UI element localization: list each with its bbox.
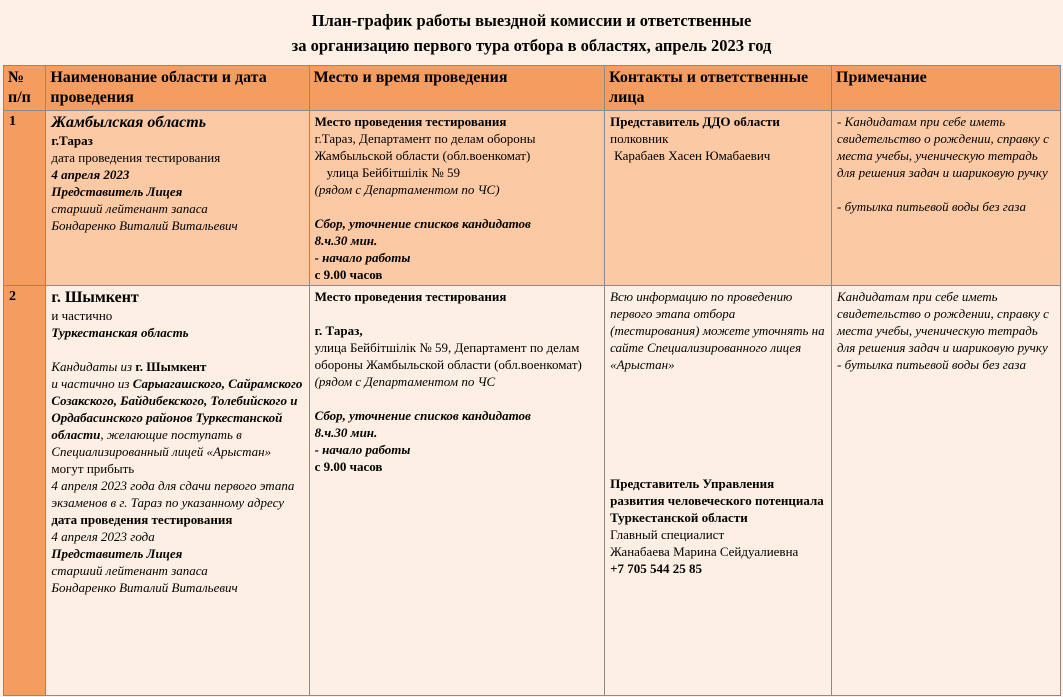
schedule-table [3, 65, 1061, 696]
rep-rank: старший лейтенант запаса [51, 201, 208, 216]
note-2: - бутылка питьевой воды без газа [837, 199, 1026, 214]
region-name: Жамбылская область [51, 114, 207, 131]
place-address: г.Тараз, Департамент по делам обороны Жамбыльской области (обл.военкомат) [314, 131, 536, 163]
title-line-2: за организацию первого тура отбора в областях, апрель 2023 год [291, 36, 772, 55]
test-date: 4 апреля 2023 [51, 167, 130, 182]
notes-cell [832, 286, 1061, 696]
place-label: Место проведения тестирования [314, 114, 507, 129]
test-date: 4 апреля 2023 года [51, 529, 155, 544]
candidates-text: Кандидаты из г. Шымкент и частично из Сарыагашского, Сайрамского Созакского, Байдибекского, Толебийского и Ордабасинского районов Туркестанской области, желающие поступать в Специализированный лицей «Арыстан» могут прибыть 4 апреля 2023 года для сдачи первого этапа экзаменов в г. Тараз по указанному адресу [51, 359, 303, 510]
row-number: 2 [4, 286, 46, 696]
document-title [0, 8, 1063, 58]
table-row [4, 286, 1061, 696]
date-label: дата проведения тестирования [51, 150, 221, 165]
header-place: Место и время проведения [309, 66, 605, 111]
contact-label: Представитель ДДО области [610, 114, 780, 129]
place-street: улица Бейбітшілік № 59 [326, 165, 460, 180]
place-cell [309, 111, 605, 286]
contact-name: Жанабаева Марина Сейдуалиевна [610, 544, 799, 559]
rep-label: Представитель Лицея [51, 184, 183, 199]
gather-label: Сбор, уточнение списков кандидатов [314, 216, 531, 231]
table-header-row [4, 66, 1061, 111]
place-note: (рядом с Департаментом по ЧС) [314, 182, 500, 197]
place-cell [309, 286, 605, 696]
region-2: Туркестанская область [51, 325, 189, 340]
header-notes: Примечание [832, 66, 1061, 111]
contact-info: Всю информацию по проведению первого этапа отбора (тестирования) можете уточнять на сайте Специализированного лицея «Арыстан» [610, 289, 825, 372]
place-city: г. Тараз, [314, 323, 363, 338]
place-note: (рядом с Департаментом по ЧС [314, 374, 496, 389]
note-1: Кандидатам при себе иметь свидетельство о рождении, справку с места учебы, ученическую тетрадь для решения задач и шариковую ручку [837, 289, 1049, 355]
row-number: 1 [4, 111, 46, 286]
contact-rank: полковник [610, 131, 669, 146]
city: г.Тараз [51, 133, 93, 148]
notes-cell [832, 111, 1061, 286]
start-label: - начало работы [314, 442, 411, 457]
note-1: - Кандидатам при себе иметь свидетельство о рождении, справку с места учебы, ученическую тетрадь для решения задач и шариковую ручку [837, 114, 1049, 180]
date-label: дата проведения тестирования [51, 512, 233, 527]
note-2: - бутылка питьевой воды без газа [837, 357, 1026, 372]
header-num: № п/п [4, 66, 46, 111]
contact-phone: +7 705 544 25 85 [610, 561, 703, 576]
gather-time: 8.ч.30 мин. [314, 233, 378, 248]
contacts-cell [605, 286, 832, 696]
region-name: г. Шымкент [51, 289, 139, 306]
rep-rank: старший лейтенант запаса [51, 563, 208, 578]
header-contacts: Контакты и ответственные лица [605, 66, 832, 111]
start-label: - начало работы [314, 250, 411, 265]
header-region: Наименование области и дата проведения [46, 66, 309, 111]
rep-label: Представитель Лицея [51, 546, 183, 561]
region-cell [46, 286, 309, 696]
rep-name: Бондаренко Виталий Витальевич [51, 218, 238, 233]
contacts-cell [605, 111, 832, 286]
gather-time: 8.ч.30 мин. [314, 425, 378, 440]
place-label: Место проведения тестирования [314, 289, 507, 304]
place-address: улица Бейбітшілік № 59, Департамент по делам обороны Жамбыльской области (обл.военкомат) [314, 340, 582, 372]
contact-position: Главный специалист [610, 527, 725, 542]
contact-name: Карабаев Хасен Юмабаевич [614, 148, 771, 163]
table-row [4, 111, 1061, 286]
start-time: с 9.00 часов [314, 459, 383, 474]
partly-label: и частично [51, 308, 113, 323]
start-time: с 9.00 часов [314, 267, 383, 282]
gather-label: Сбор, уточнение списков кандидатов [314, 408, 531, 423]
rep-name: Бондаренко Виталий Витальевич [51, 580, 238, 595]
contact-label: Представитель Управления развития человеческого потенциала Туркестанской области [610, 476, 824, 525]
region-cell [46, 111, 309, 286]
title-line-1: План-график работы выездной комиссии и ответственные [311, 11, 752, 30]
